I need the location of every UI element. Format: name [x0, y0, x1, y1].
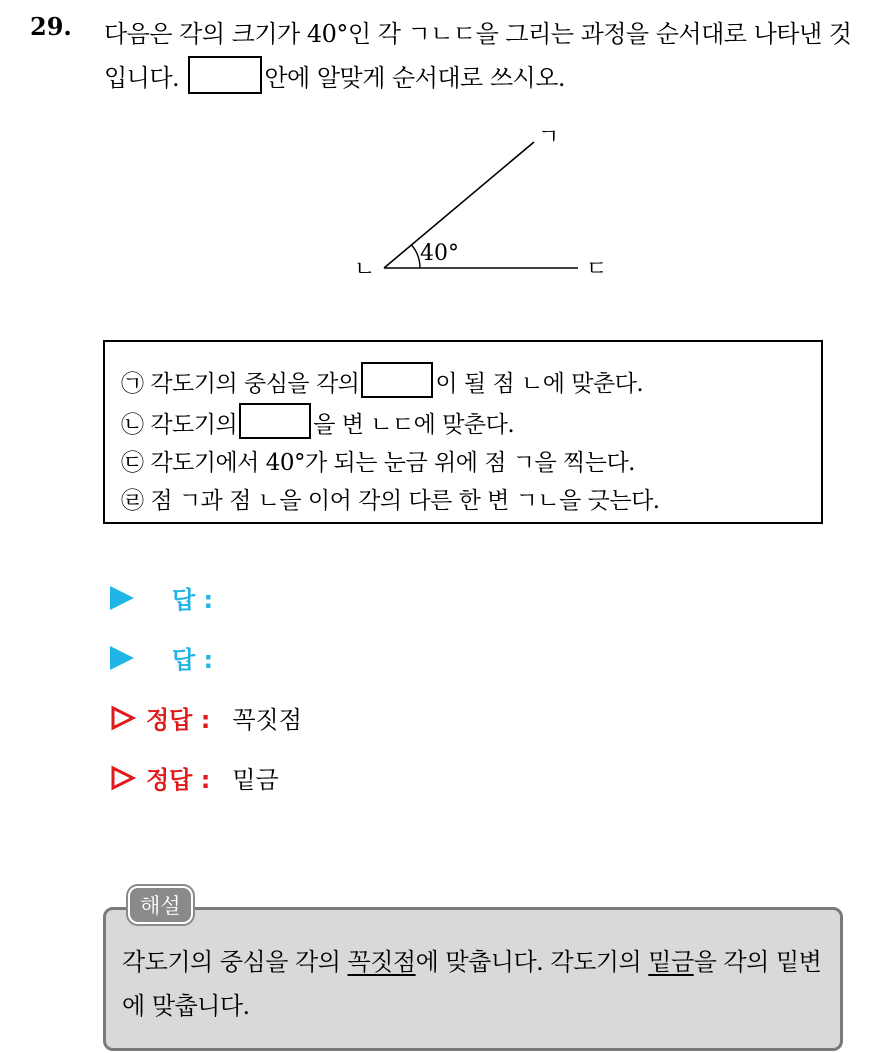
- step-1: [121, 362, 821, 403]
- answer-label: 답 :: [172, 646, 214, 674]
- answer-label: 답 :: [172, 586, 214, 614]
- correct-value: 밑금: [232, 766, 279, 794]
- correct-value: 꼭짓점: [232, 706, 302, 734]
- step-1-after: 이 될 점 ㄴ에 맞춘다.: [435, 371, 644, 397]
- angle-figure: [340, 120, 630, 290]
- step-2-before: 각도기의: [150, 412, 238, 438]
- vertex-label-d: ㄷ: [586, 257, 608, 282]
- play-outline-icon: [110, 705, 136, 731]
- explanation-text-3: 을 각의 밑변에 맞춥니다.: [122, 948, 822, 1020]
- step-1-before: 각도기의 중심을 각의: [150, 371, 360, 397]
- steps-box: [103, 340, 823, 524]
- step-1-marker: ㉠: [121, 371, 144, 397]
- play-outline-icon: [110, 765, 136, 791]
- answer-row-1: [110, 580, 213, 615]
- step-4-text: 점 ㄱ과 점 ㄴ을 이어 각의 다른 한 변 ㄱㄴ을 긋는다.: [150, 488, 660, 514]
- correct-row-1: [110, 700, 302, 735]
- vertex-label-n: ㄴ: [354, 257, 376, 282]
- step-2-blank-box: [239, 403, 311, 439]
- explanation-keyword-1: 꼭짓점: [347, 948, 416, 976]
- correct-label: 정답 :: [146, 766, 211, 794]
- step-1-blank-box: [361, 362, 433, 398]
- step-4-marker: ㉣: [121, 488, 144, 514]
- question-blank-box: [188, 56, 262, 94]
- question-text-part2: 안에 알맞게 순서대로 쓰시오.: [264, 64, 566, 92]
- question-text: [104, 12, 874, 100]
- play-arrow-icon: [110, 586, 134, 610]
- correct-label: 정답 :: [146, 706, 211, 734]
- answer-row-2: [110, 640, 213, 675]
- step-4: [121, 482, 821, 520]
- ray-upper: [384, 142, 534, 268]
- question-number: 29.: [30, 12, 72, 41]
- explanation-text-1: 각도기의 중심을 각의: [122, 948, 348, 976]
- step-2: [121, 403, 821, 444]
- angle-arc: [412, 245, 420, 268]
- question-text-part1: 다음은 각의 크기가 40°인 각 ㄱㄴㄷ을 그리는 과정을 순서대로 나타낸 것입니다.: [104, 20, 852, 92]
- vertex-label-g: ㄱ: [538, 125, 560, 150]
- play-arrow-icon: [110, 646, 134, 670]
- explanation-keyword-2: 밑금: [648, 948, 694, 976]
- angle-label: 40°: [420, 241, 459, 266]
- explanation-text: [122, 940, 842, 1028]
- explanation-tag: 해설: [128, 886, 193, 924]
- step-2-marker: ㉡: [121, 412, 144, 438]
- step-3: [121, 444, 821, 482]
- step-3-text: 각도기에서 40°가 되는 눈금 위에 점 ㄱ을 찍는다.: [150, 450, 635, 476]
- explanation-text-2: 에 맞춥니다. 각도기의: [415, 948, 649, 976]
- correct-row-2: [110, 760, 279, 795]
- step-3-marker: ㉢: [121, 450, 144, 476]
- step-2-after: 을 변 ㄴㄷ에 맞춘다.: [313, 412, 515, 438]
